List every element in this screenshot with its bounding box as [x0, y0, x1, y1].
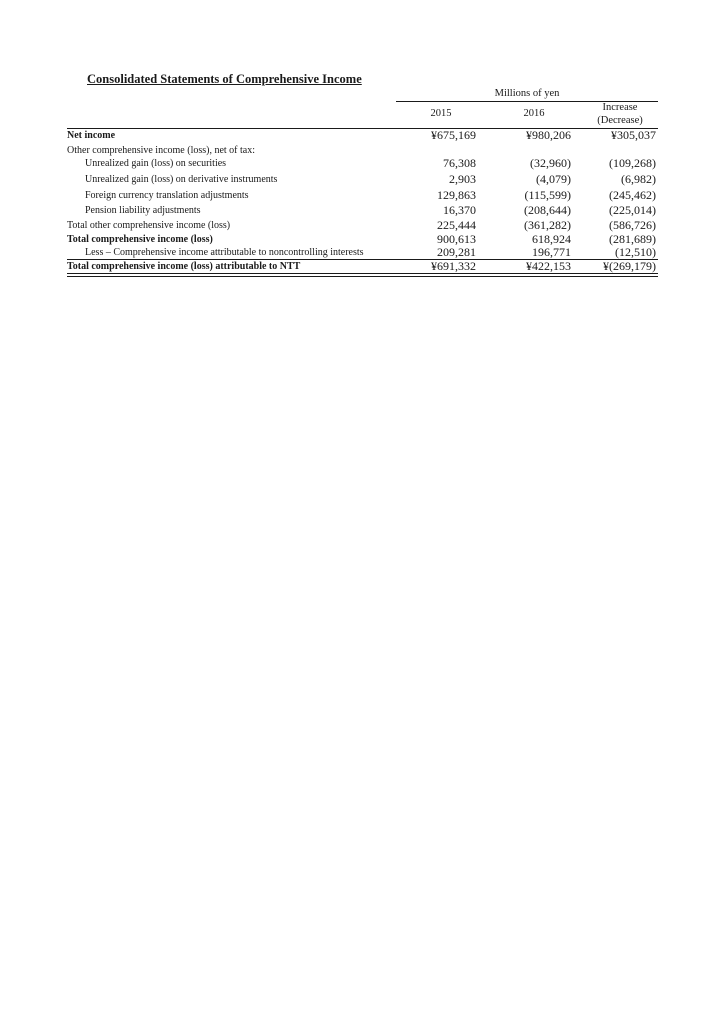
column-header-change-line2: (Decrease)	[597, 115, 643, 126]
value-2015: ¥675,169	[431, 128, 476, 142]
value-2015: ¥691,332	[431, 259, 476, 273]
column-header-2016: 2016	[523, 108, 545, 119]
value-2016: 196,771	[532, 245, 571, 259]
table-row-pension	[67, 203, 658, 218]
value-2016: (4,079)	[536, 172, 571, 186]
column-header-2015: 2015	[430, 108, 452, 119]
value-2015: 76,308	[443, 156, 476, 170]
row-label: Total other comprehensive income (loss)	[67, 220, 231, 231]
table-row-fx-translation	[67, 188, 658, 203]
value-2015: 129,863	[437, 188, 476, 202]
table-row-attributable-ntt	[67, 259, 658, 274]
unit-label: Millions of yen	[494, 88, 560, 99]
value-2015: 209,281	[437, 245, 476, 259]
row-label: Unrealized gain (loss) on derivative instruments	[85, 174, 278, 185]
value-2015: 225,444	[437, 218, 476, 232]
row-label: Total comprehensive income (loss) attributable to NTT	[67, 261, 301, 272]
value-change: (12,510)	[615, 245, 656, 259]
column-header-change-line1: Increase	[602, 102, 638, 113]
row-label: Pension liability adjustments	[85, 205, 201, 216]
column-header-change	[580, 101, 660, 127]
value-change: (225,014)	[609, 203, 656, 217]
value-change: (245,462)	[609, 188, 656, 202]
value-change: (109,268)	[609, 156, 656, 170]
table-row-derivatives	[67, 172, 658, 187]
value-2015: 16,370	[443, 203, 476, 217]
value-2015: 900,613	[437, 232, 476, 246]
row-label: Net income	[67, 130, 116, 141]
value-2016: (115,599)	[524, 188, 571, 202]
value-2016: ¥980,206	[526, 128, 571, 142]
row-label: Less – Comprehensive income attributable to noncontrolling interests	[85, 247, 364, 258]
value-2016: ¥422,153	[526, 259, 571, 273]
value-2016: (361,282)	[524, 218, 571, 232]
value-change: (6,982)	[621, 172, 656, 186]
row-label: Other comprehensive income (loss), net of tax:	[67, 145, 255, 156]
row-label: Unrealized gain (loss) on securities	[85, 158, 227, 169]
table-row-net-income	[67, 128, 658, 143]
value-2016: 618,924	[532, 232, 571, 246]
table-row-noncontrolling	[67, 245, 658, 260]
value-change: ¥(269,179)	[603, 259, 656, 273]
value-change: (586,726)	[609, 218, 656, 232]
table-row-securities	[67, 156, 658, 171]
row-label: Foreign currency translation adjustments	[85, 190, 249, 201]
value-change: (281,689)	[609, 232, 656, 246]
value-2015: 2,903	[449, 172, 476, 186]
table-row-total-oci	[67, 218, 658, 233]
value-change: ¥305,037	[611, 128, 656, 142]
row-label: Total comprehensive income (loss)	[67, 234, 213, 245]
value-2016: (32,960)	[530, 156, 571, 170]
value-2016: (208,644)	[524, 203, 571, 217]
total-double-rule	[67, 273, 658, 277]
statement-title: Consolidated Statements of Comprehensive Income	[87, 72, 362, 86]
